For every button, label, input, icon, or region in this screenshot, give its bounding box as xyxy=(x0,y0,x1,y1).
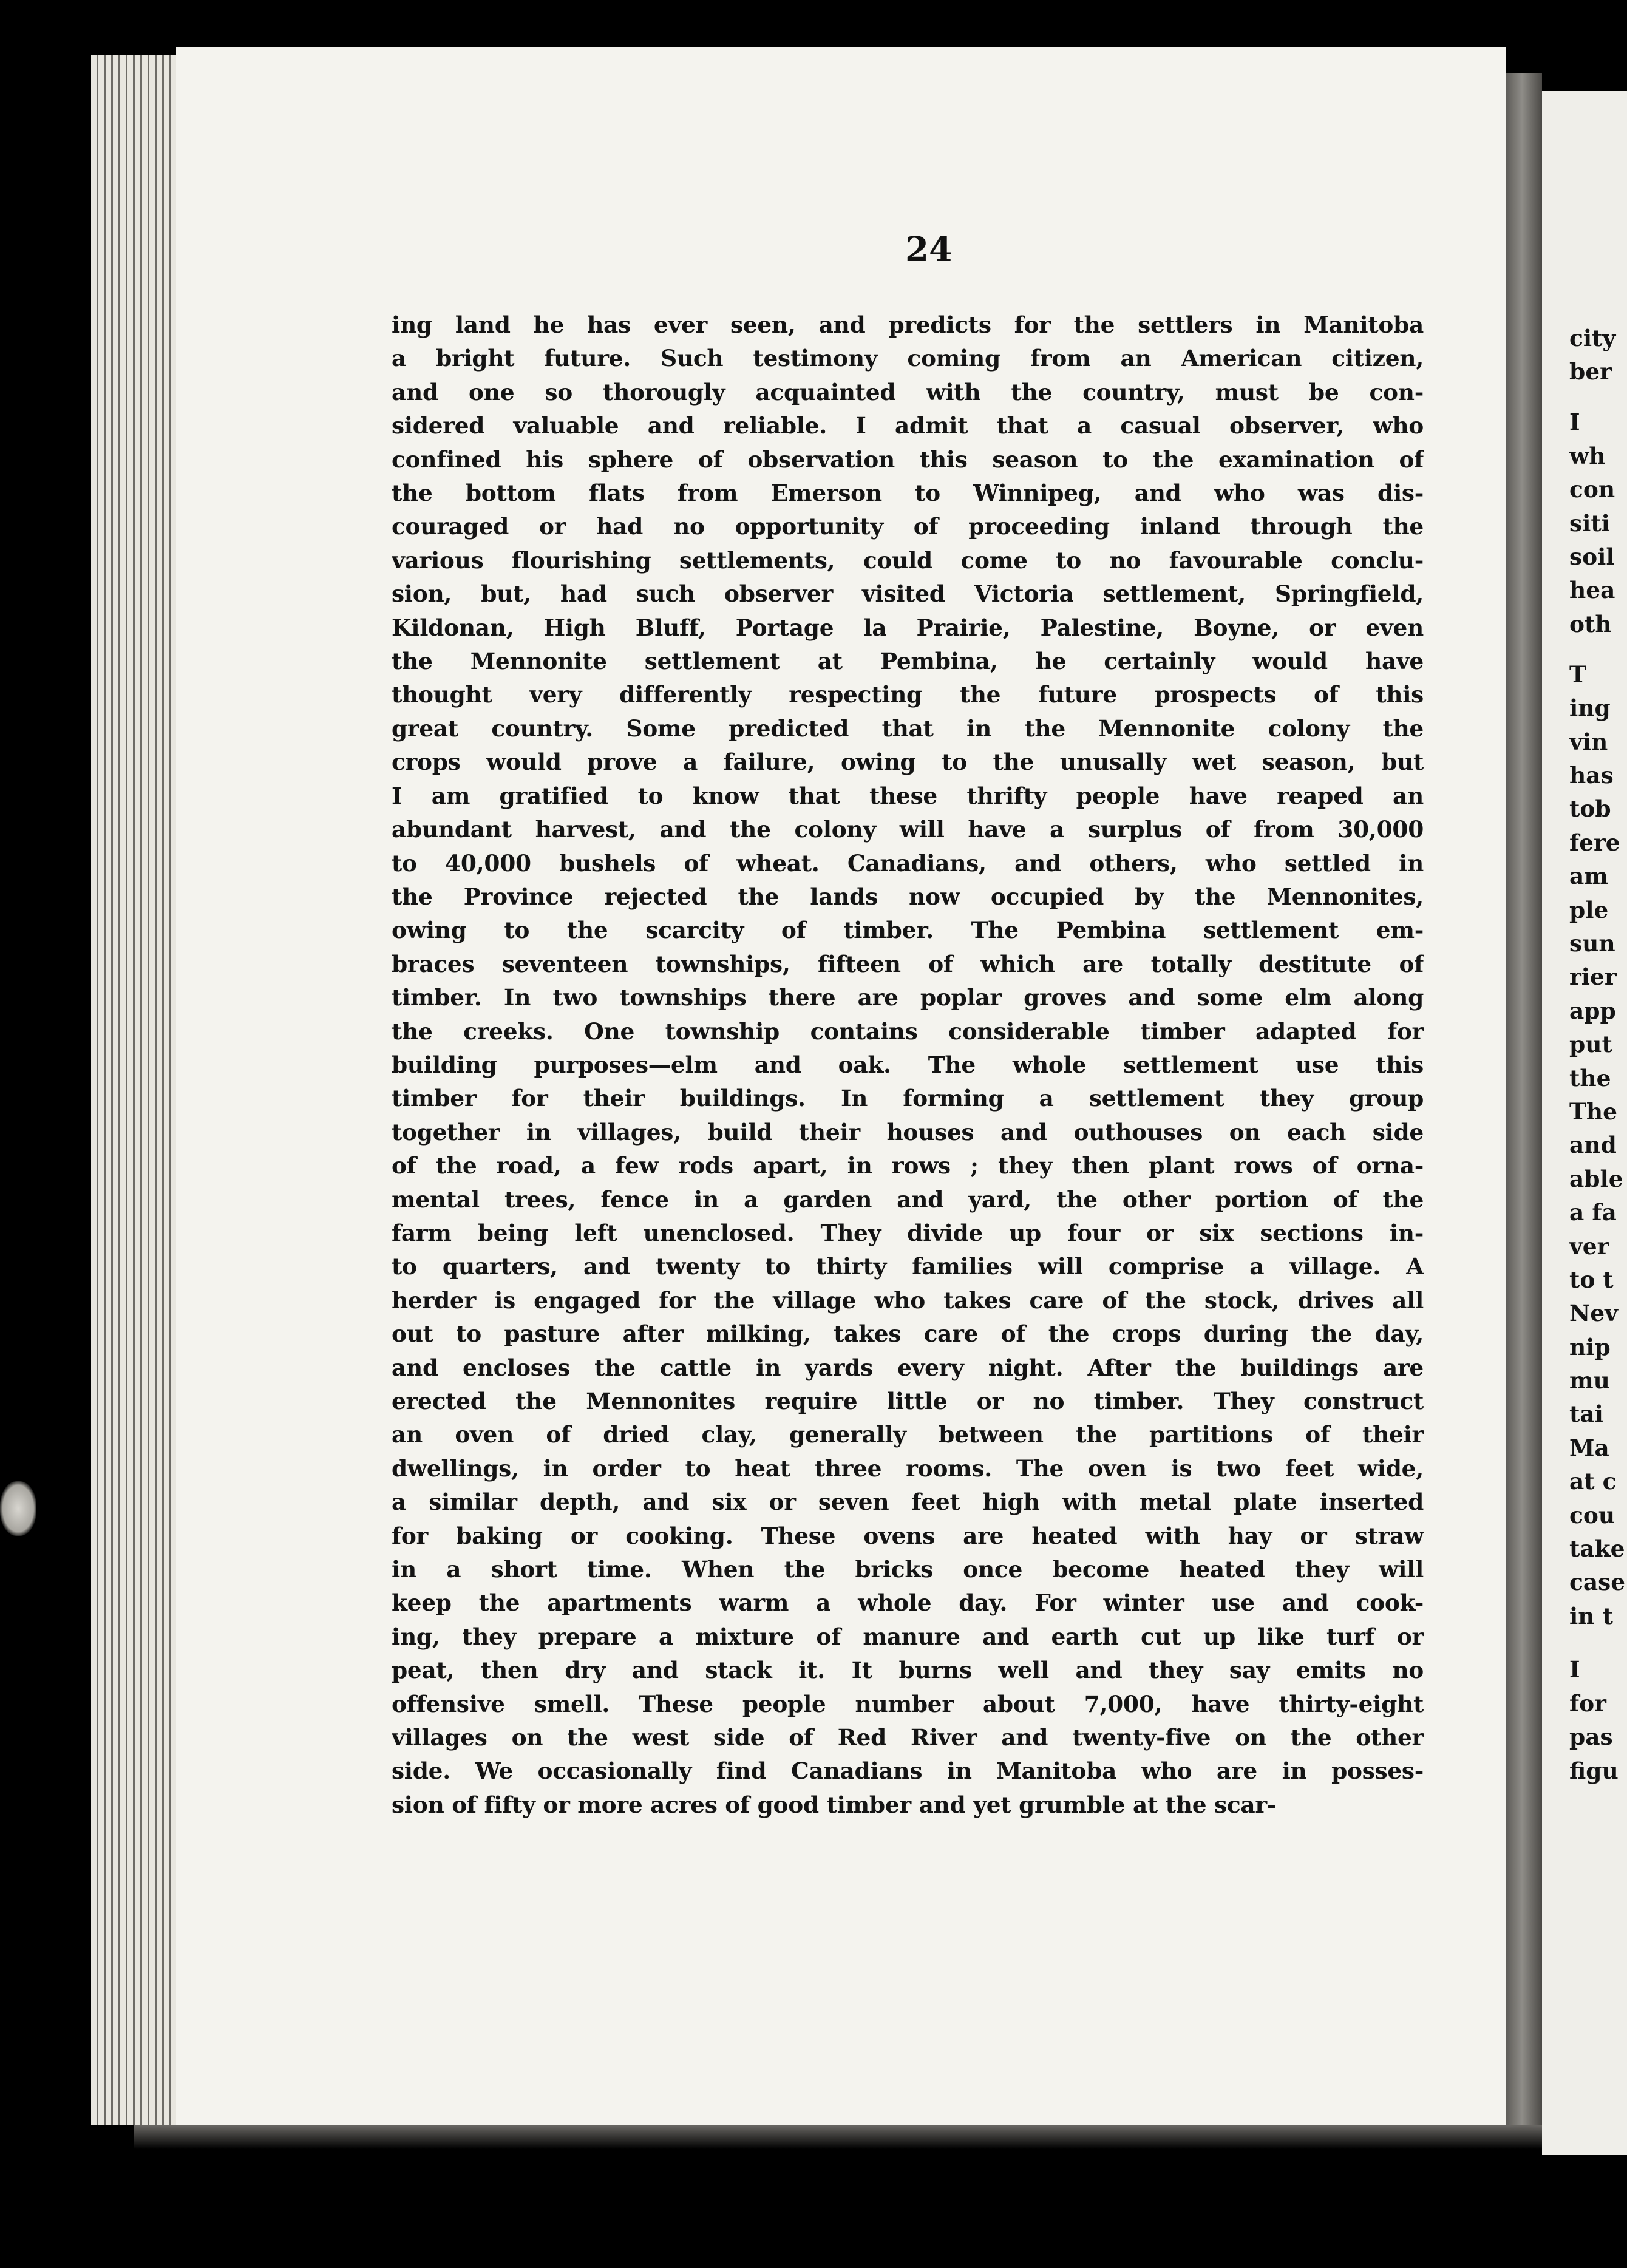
text-line: Kildonan, High Bluff, Portage la Prairie, Palestine, Boyne, or even xyxy=(392,614,1424,641)
text-line: mental trees, fence in a garden and yard, the other portion of the xyxy=(392,1186,1424,1213)
fragment-line: I xyxy=(1569,409,1580,436)
text-line: and one so thorougly acquainted with the country, must be con- xyxy=(392,378,1424,406)
fragment-line: ing xyxy=(1569,694,1611,722)
text-line: in a short time. When the bricks once become heated they will xyxy=(392,1556,1424,1583)
text-line: villages on the west side of Red River and twenty-five on the other xyxy=(392,1724,1424,1751)
text-line: out to pasture after milking, takes care of the crops during the day, xyxy=(392,1320,1424,1348)
fragment-line: pas xyxy=(1569,1723,1613,1751)
fragment-line: The xyxy=(1569,1098,1618,1125)
text-line: side. We occasionally find Canadians in Manitoba who are in posses- xyxy=(392,1757,1424,1785)
text-line: confined his sphere of observation this season to the examination of xyxy=(392,446,1424,473)
text-line: timber. In two townships there are poplar groves and some elm along xyxy=(392,984,1424,1011)
text-line: the bottom flats from Emerson to Winnipeg, and who was dis- xyxy=(392,480,1424,507)
fragment-line: Ma xyxy=(1569,1434,1609,1461)
fragment-line: to t xyxy=(1569,1266,1614,1293)
fragment-line: fere xyxy=(1569,829,1620,856)
body-text xyxy=(392,308,1424,1822)
text-line: great country. Some predicted that in the Mennonite colony the xyxy=(392,715,1424,742)
fragment-line: in t xyxy=(1569,1602,1613,1629)
text-line: together in villages, build their houses and outhouses on each side xyxy=(392,1118,1424,1146)
fragment-line: city xyxy=(1569,325,1616,351)
adjacent-page-text-fragments xyxy=(1569,322,1627,1788)
text-line: thought very differently respecting the future prospects of this xyxy=(392,681,1424,708)
fragment-line: a fa xyxy=(1569,1199,1617,1226)
stacked-page-edges xyxy=(91,55,182,2125)
fragment-line: Nev xyxy=(1569,1300,1618,1327)
text-line: dwellings, in order to heat three rooms. The oven is two feet wide, xyxy=(392,1455,1424,1482)
text-line: farm being left unenclosed. They divide up four or six sections in- xyxy=(392,1219,1424,1246)
text-line: timber for their buildings. In forming a settlement they group xyxy=(392,1085,1424,1112)
text-line: the creeks. One township contains considerable timber adapted for xyxy=(392,1017,1424,1045)
book-gutter-shadow xyxy=(1506,73,1542,2149)
fragment-line: con xyxy=(1569,476,1615,503)
text-line: owing to the scarcity of timber. The Pembina settlement em- xyxy=(392,917,1424,944)
fragment-line: am xyxy=(1569,863,1608,890)
fragment-line: soil xyxy=(1569,543,1615,571)
fragment-line: take xyxy=(1569,1535,1625,1563)
text-line: ing, they prepare a mixture of manure and earth cut up like turf or xyxy=(392,1623,1424,1650)
text-line: building purposes—elm and oak. The whole settlement use this xyxy=(392,1051,1424,1078)
text-line: herder is engaged for the village who takes care of the stock, drives all xyxy=(392,1286,1424,1314)
fragment-line: tai xyxy=(1569,1401,1603,1428)
text-line: peat, then dry and stack it. It burns well and they say emits no xyxy=(392,1657,1424,1684)
text-line: of the road, a few rods apart, in rows ; they then plant rows of orna- xyxy=(392,1152,1424,1180)
text-line: ing land he has ever seen, and predicts for the settlers in Manitoba xyxy=(392,311,1424,338)
fragment-line: vin xyxy=(1569,728,1608,755)
fragment-line: able xyxy=(1569,1165,1623,1192)
page-number: 24 xyxy=(905,229,953,270)
text-line: and encloses the cattle in yards every night. After the buildings are xyxy=(392,1354,1424,1381)
fragment-line: put xyxy=(1569,1031,1612,1058)
fragment-line: case xyxy=(1569,1569,1626,1596)
text-line: sidered valuable and reliable. I admit that a casual observer, who xyxy=(392,412,1424,440)
text-line: to quarters, and twenty to thirty families will comprise a village. A xyxy=(392,1253,1424,1280)
fragment-line: T xyxy=(1569,660,1586,688)
fragment-line: sun xyxy=(1569,930,1615,957)
fragment-line: ber xyxy=(1569,358,1612,385)
text-line: I am gratified to know that these thrifty people have reaped an xyxy=(392,782,1424,809)
fragment-line: ple xyxy=(1569,896,1609,923)
fragment-line: tob xyxy=(1569,795,1611,823)
text-line: a similar depth, and six or seven feet high with metal plate inserted xyxy=(392,1489,1424,1516)
text-line: braces seventeen townships, fifteen of which are totally destitute of xyxy=(392,950,1424,977)
text-line: keep the apartments warm a whole day. For winter use and cook- xyxy=(392,1589,1424,1617)
fragment-line: mu xyxy=(1569,1367,1610,1394)
text-line: offensive smell. These people number about 7,000, have thirty-eight xyxy=(392,1690,1424,1717)
text-line: erected the Mennonites require little or no timber. They construct xyxy=(392,1388,1424,1414)
fragment-line: cou xyxy=(1569,1501,1615,1529)
fragment-line: nip xyxy=(1569,1333,1611,1360)
text-line: various flourishing settlements, could come to no favourable conclu- xyxy=(392,546,1424,574)
fragment-line: hea xyxy=(1569,577,1615,604)
fragment-line: I xyxy=(1569,1656,1580,1683)
text-line: for baking or cooking. These ovens are heated with hay or straw xyxy=(392,1522,1424,1549)
fragment-line: rier xyxy=(1569,963,1617,991)
text-line: abundant harvest, and the colony will have a surplus of from 30,000 xyxy=(392,816,1424,843)
fragment-line: siti xyxy=(1569,509,1610,537)
fragment-line: oth xyxy=(1569,610,1612,637)
fragment-line: wh xyxy=(1569,442,1606,469)
text-line: sion, but, had such observer visited Victoria settlement, Springfield, xyxy=(392,580,1424,608)
fragment-line: figu xyxy=(1569,1757,1619,1784)
fragment-line: and xyxy=(1569,1132,1617,1159)
text-line: the Mennonite settlement at Pembina, he certainly would have xyxy=(392,648,1424,675)
paper-blemish xyxy=(0,1481,36,1536)
text-line: couraged or had no opportunity of proceeding inland through the xyxy=(392,513,1424,540)
fragment-line: app xyxy=(1569,997,1616,1024)
fragment-line: has xyxy=(1569,762,1614,789)
text-line: the Province rejected the lands now occupied by the Mennonites, xyxy=(392,883,1424,910)
text-line: sion of fifty or more acres of good timber and yet grumble at the scar- xyxy=(392,1791,1277,1818)
fragment-line: the xyxy=(1569,1064,1611,1092)
text-line: a bright future. Such testimony coming from an American citizen, xyxy=(392,345,1424,372)
text-line: an oven of dried clay, generally between the partitions of their xyxy=(392,1421,1424,1448)
text-line: to 40,000 bushels of wheat. Canadians, and others, who settled in xyxy=(392,849,1424,877)
text-line: crops would prove a failure, owing to the unusally wet season, but xyxy=(392,749,1424,776)
page-bottom-shadow xyxy=(134,2125,1542,2149)
fragment-line: for xyxy=(1569,1689,1606,1717)
fragment-line: at c xyxy=(1569,1468,1617,1495)
fragment-line: ver xyxy=(1569,1232,1609,1260)
